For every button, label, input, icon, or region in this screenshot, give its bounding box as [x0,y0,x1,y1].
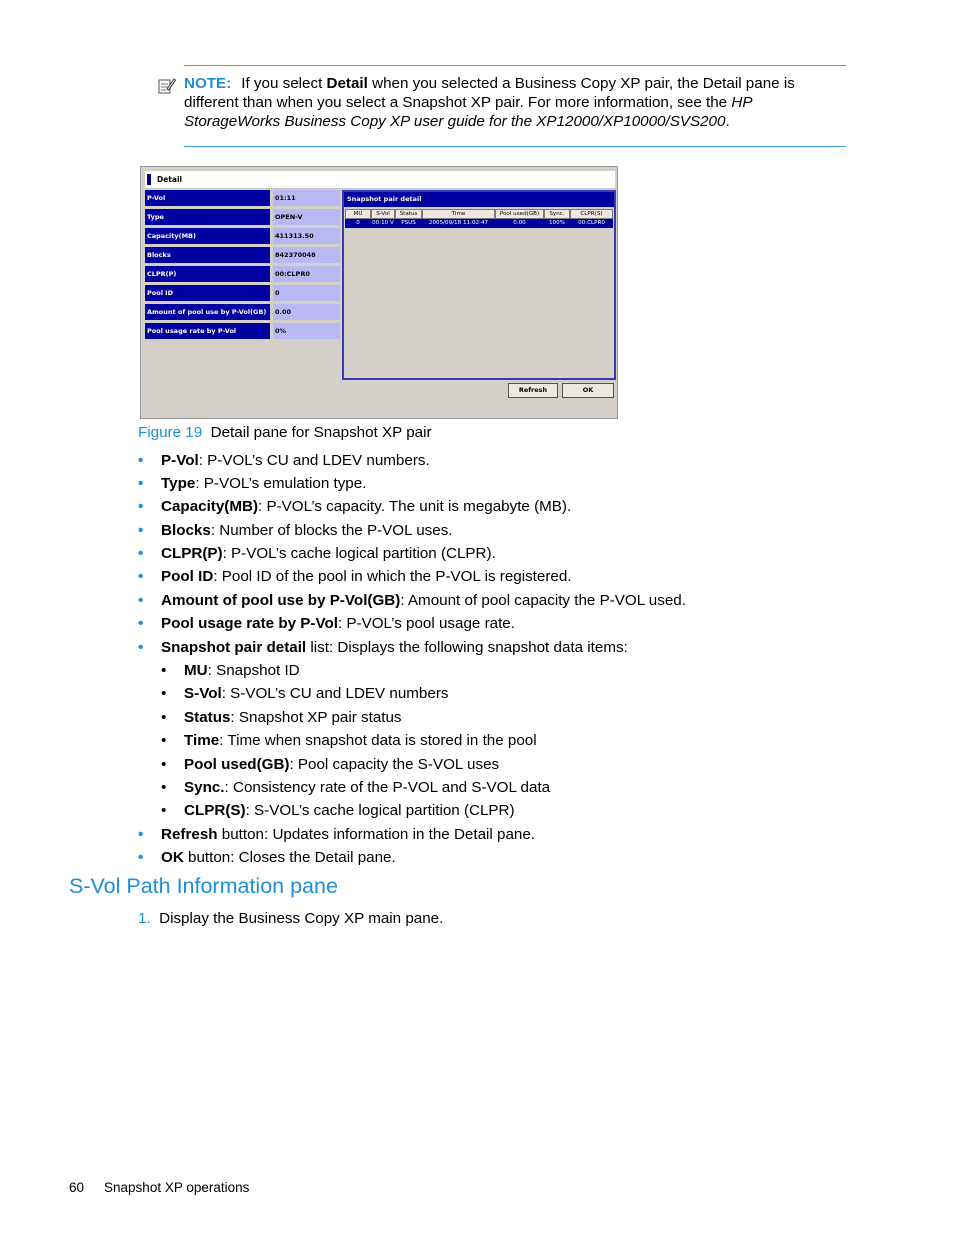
field-label-poolid: Pool ID [145,285,270,301]
note-pencil-icon [158,77,176,95]
field-value-blocks: 842370048 [273,247,340,263]
footer-title: Snapshot XP operations [104,1180,250,1195]
step-text: Display the Business Copy XP main pane. [159,910,444,927]
field-value-clprp: 00:CLPR0 [273,266,340,282]
field-label-capacity: Capacity(MB) [145,228,270,244]
bullet-dot-icon: • [161,662,167,679]
bullet-dot-icon: • [161,685,167,702]
bullet-dot-icon: • [138,826,144,843]
cell-clprs: 00:CLPR0 [578,220,605,226]
cell-status: PSUS [401,220,416,226]
field-value-poolid: 0 [273,285,340,301]
field-value-pool-amount: 0.00 [273,304,340,320]
section-heading: S-Vol Path Information pane [69,874,338,898]
bullet-dot-icon: • [161,779,167,796]
cell-mu: 0 [356,220,360,226]
snapshot-pair-table[interactable] [345,209,613,377]
ok-button[interactable]: OK [562,383,614,398]
cell-time: 2005/09/18 11:02:47 [428,220,489,226]
step-item [138,910,443,927]
title-marker-icon [147,174,151,185]
bullet-dot-icon: • [138,639,144,656]
bullet-dot-icon: • [138,615,144,632]
bullet-dot-icon: • [138,522,144,539]
step-number: 1. [138,910,151,927]
bullet-dot-icon: • [161,756,167,773]
bullet-dot-icon: • [138,592,144,609]
field-label-pool-rate: Pool usage rate by P-Vol [145,323,270,339]
field-label-blocks: Blocks [145,247,270,263]
bullet-dot-icon: • [138,475,144,492]
bullet-dot-icon: • [161,802,167,819]
note-bottom-rule [184,146,846,147]
snapshot-pair-detail-title: Snapshot pair detail [344,192,614,207]
detail-pane-title-bar [145,171,615,189]
col-header-mu[interactable]: MU [345,209,371,219]
note-guide-title: HP StorageWorks Business Copy XP user guide for the XP12000/XP10000/SVS200 [184,94,752,130]
snapshot-pair-detail-panel [342,190,616,380]
note-bold-detail: Detail [326,75,368,92]
col-header-pool-used[interactable]: Pool used(GB) [495,209,544,219]
bullet-dot-icon: • [161,709,167,726]
field-value-type: OPEN-V [273,209,340,225]
bullet-dot-icon: • [138,568,144,585]
bullet-dot-icon: • [138,452,144,469]
cell-pool-used: 0.00 [513,220,526,226]
cell-sync: 100% [549,220,565,226]
page-footer [69,1180,249,1195]
field-value-pvol: 01:11 [273,190,340,206]
col-header-time[interactable]: Time [422,209,495,219]
figure-label: Figure 19 [138,424,203,441]
table-row[interactable] [345,219,613,228]
figure-caption-text: Detail pane for Snapshot XP pair [210,424,432,441]
field-label-type: Type [145,209,270,225]
note-top-rule [184,65,846,66]
col-header-svol[interactable]: S-Vol [371,209,395,219]
note-text-3: . [725,113,730,130]
note-text [184,74,848,131]
bullet-dot-icon: • [138,545,144,562]
cell-svol: 00:10 V [372,220,394,226]
field-value-capacity: 411313.50 [273,228,340,244]
refresh-button[interactable]: Refresh [508,383,558,398]
detail-pane-screenshot [140,166,618,419]
bullet-dot-icon: • [138,849,144,866]
col-header-sync[interactable]: Sync. [544,209,570,219]
col-header-status[interactable]: Status [395,209,422,219]
field-label-pvol: P-Vol [145,190,270,206]
field-label-clprp: CLPR(P) [145,266,270,282]
note-text-1: If you select [241,75,327,92]
bullet-dot-icon: • [161,732,167,749]
note-label: NOTE: [184,75,232,92]
field-value-pool-rate: 0% [273,323,340,339]
note-text-2: when you selected a Business Copy XP pair, the Detail pane is different than when you select a Snapshot XP pair. For more information, see the [184,75,795,111]
detail-pane-title: Detail [157,175,183,184]
figure-caption [138,424,432,441]
col-header-clprs[interactable]: CLPR(S) [570,209,613,219]
page-number: 60 [69,1180,85,1195]
field-label-pool-amount: Amount of pool use by P-Vol(GB) [145,304,270,320]
bullet-dot-icon: • [138,498,144,515]
